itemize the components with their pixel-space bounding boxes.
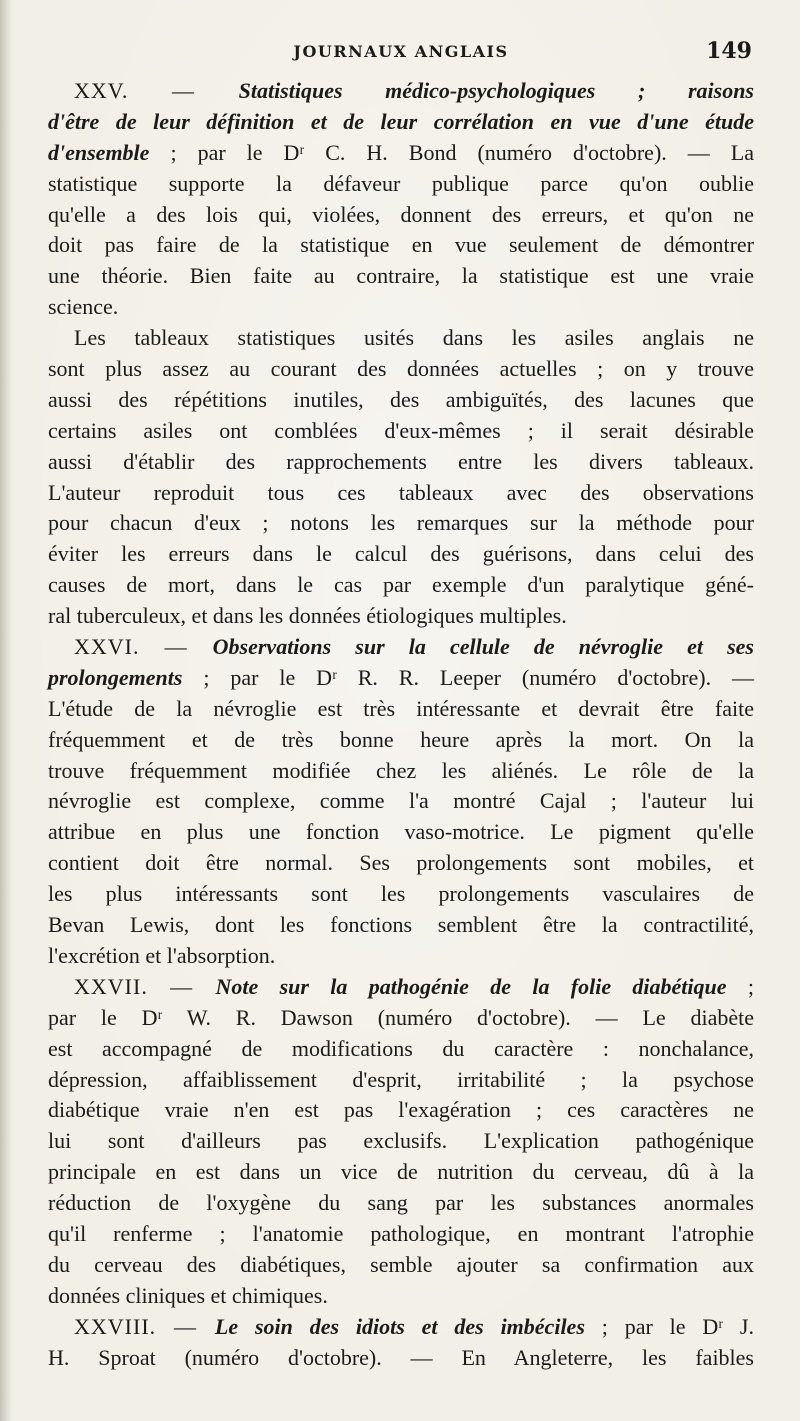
text-segment: attribue en plus une fonction vaso-motrice. Le pigment qu'elle — [48, 819, 754, 845]
text-line — [48, 817, 754, 848]
text-segment: certains asiles ont comblées d'eux-mêmes ; il serait désirable — [48, 417, 754, 443]
text-segment: est accompagné de modifications du caractère : nonchalance, — [48, 1035, 754, 1061]
text-line — [48, 292, 754, 323]
text-line — [48, 848, 754, 879]
text-line — [48, 138, 754, 169]
section-number: XXVIII. — — [74, 1313, 215, 1339]
text-segment: Bevan Lewis, dont les fonctions semblent être la contractilité, — [48, 912, 754, 938]
text-line — [48, 910, 754, 941]
text-line — [48, 1034, 754, 1065]
text-line — [48, 1157, 754, 1188]
text-segment: Les tableaux statistiques usités dans les asiles anglais ne — [74, 325, 754, 351]
section-number: XXVII. — — [74, 973, 216, 999]
text-line — [48, 1003, 754, 1034]
text-segment: diabétique vraie n'en est pas l'exagération ; ces caractères ne — [48, 1097, 754, 1123]
text-line — [48, 972, 754, 1003]
text-line — [48, 1343, 754, 1374]
text-line — [48, 539, 754, 570]
text-line — [48, 601, 754, 632]
text-line — [48, 663, 754, 694]
text-segment: dépression, affaiblissement d'esprit, irritabilité ; la psychose — [48, 1066, 754, 1092]
italic-title-segment: prolongements — [48, 664, 183, 690]
text-segment: aussi d'établir des rapprochements entre les divers tableaux. — [48, 448, 754, 474]
text-line — [48, 570, 754, 601]
text-line — [48, 1126, 754, 1157]
text-line — [48, 230, 754, 261]
text-segment: qu'elle a des lois qui, violées, donnent des erreurs, et qu'on ne — [48, 201, 754, 227]
text-line — [48, 786, 754, 817]
text-segment: du cerveau des diabétiques, semble ajouter sa confirmation aux — [48, 1251, 754, 1277]
text-segment: les plus intéressants sont les prolongements vasculaires de — [48, 881, 754, 907]
text-line — [48, 725, 754, 756]
section-number: XXVI. — — [74, 634, 213, 660]
text-segment: par le Dʳ W. R. Dawson (numéro d'octobre). — Le diabète — [48, 1004, 754, 1030]
text-line — [48, 632, 754, 663]
italic-title-segment: d'ensemble — [48, 139, 150, 165]
text-segment: réduction de l'oxygène du sang par les substances anormales — [48, 1190, 754, 1216]
section-number: XXV. — — [74, 78, 239, 103]
text-line — [48, 169, 754, 200]
italic-title-segment: Observations sur la cellule de névroglie et ses — [212, 634, 754, 660]
text-line — [48, 478, 754, 509]
text-segment: ; — [726, 973, 754, 999]
text-line — [48, 508, 754, 539]
text-segment: L'étude de la névroglie est très intéressante et devrait être faite — [48, 695, 754, 721]
text-line — [48, 76, 754, 107]
text-segment: névroglie est complexe, comme l'a montré Cajal ; l'auteur lui — [48, 788, 754, 814]
text-line — [48, 1095, 754, 1126]
text-segment: causes de mort, dans le cas par exemple d'un paralytique géné- — [48, 572, 754, 598]
text-segment: H. Sproat (numéro d'octobre). — En Angleterre, les faibles — [48, 1344, 754, 1370]
text-segment: principale en est dans un vice de nutrition du cerveau, dû à la — [48, 1159, 754, 1185]
body-text — [48, 76, 754, 1373]
text-line — [48, 1065, 754, 1096]
text-line — [48, 941, 754, 972]
text-line — [48, 694, 754, 725]
italic-title-segment: Le soin des idiots et des imbéciles — [214, 1313, 585, 1339]
text-line — [48, 107, 754, 138]
text-segment: ; par le Dʳ J. — [584, 1313, 754, 1339]
italic-title-segment: d'être de leur définition et de leur corrélation en vue d'une étude — [48, 108, 754, 134]
text-line — [48, 323, 754, 354]
text-line — [48, 1219, 754, 1250]
page-number: 149 — [706, 38, 752, 64]
text-line — [48, 261, 754, 292]
text-segment: doit pas faire de la statistique en vue seulement de démontrer — [48, 232, 754, 258]
text-segment: ; par le Dʳ R. R. Leeper (numéro d'octobre). — — [182, 664, 754, 690]
text-segment: statistique supporte la défaveur publique parce qu'on oublie — [48, 170, 754, 196]
text-line — [48, 1250, 754, 1281]
italic-title-segment: Statistiques médico-psychologiques ; raisons — [238, 78, 754, 103]
text-line — [48, 1281, 754, 1312]
text-segment: lui sont d'ailleurs pas exclusifs. L'explication pathogénique — [48, 1128, 754, 1154]
text-segment: qu'il renferme ; l'anatomie pathologique, en montrant l'atrophie — [48, 1220, 754, 1246]
text-segment: une théorie. Bien faite au contraire, la statistique est une vraie — [48, 263, 754, 289]
text-line — [48, 1312, 754, 1343]
text-segment: ral tuberculeux, et dans les données étiologiques multiples. — [48, 603, 567, 629]
running-title: JOURNAUX ANGLAIS — [293, 42, 509, 61]
text-segment: contient doit être normal. Ses prolongements sont mobiles, et — [48, 850, 754, 876]
text-line — [48, 447, 754, 478]
text-line — [48, 756, 754, 787]
text-segment: science. — [48, 294, 119, 320]
text-line — [48, 385, 754, 416]
page-gutter-shadow — [0, 0, 12, 1421]
running-head — [48, 38, 754, 68]
text-line — [48, 354, 754, 385]
text-segment: pour chacun d'eux ; notons les remarques sur la méthode pour — [48, 510, 754, 536]
text-line — [48, 200, 754, 231]
text-line — [48, 1188, 754, 1219]
text-line — [48, 879, 754, 910]
text-segment: fréquemment et de très bonne heure après la mort. On la — [48, 726, 754, 752]
text-segment: ; par le Dʳ C. H. Bond (numéro d'octobre). — La — [149, 139, 754, 165]
italic-title-segment: Note sur la pathogénie de la folie diabétique — [215, 973, 727, 999]
text-segment: éviter les erreurs dans le calcul des guérisons, dans celui des — [48, 541, 754, 567]
text-segment: trouve fréquemment modifiée chez les aliénés. Le rôle de la — [48, 757, 754, 783]
text-segment: données cliniques et chimiques. — [48, 1282, 328, 1308]
text-segment: l'excrétion et l'absorption. — [48, 942, 276, 968]
text-segment: aussi des répétitions inutiles, des ambiguïtés, des lacunes que — [48, 386, 754, 412]
text-segment: sont plus assez au courant des données actuelles ; on y trouve — [48, 356, 754, 382]
text-segment: L'auteur reproduit tous ces tableaux avec des observations — [48, 479, 754, 505]
text-line — [48, 416, 754, 447]
